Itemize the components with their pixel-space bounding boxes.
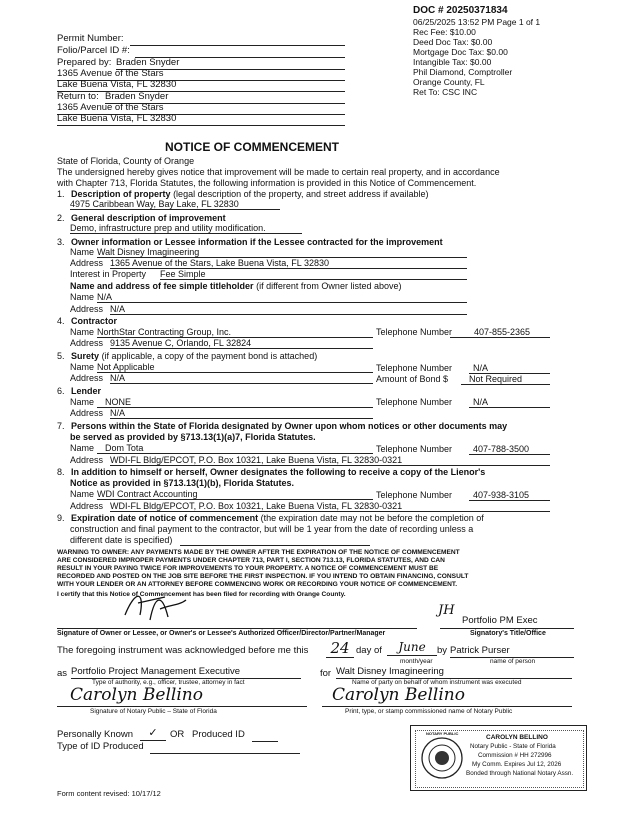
surety-address-label: Address [70,373,104,383]
item-5-title: Surety [71,351,100,361]
produced-id-label: Produced ID [192,729,245,740]
warning-line: RESULT IN YOUR PAYING TWICE FOR IMPROVEMENTS TO YOUR PROPERTY. A NOTICE OF COMMENCEMENT MUST BE [57,565,439,572]
certify-statement: I certify that this Notice of Commencement has been filed for recording with Orange County. [57,591,346,598]
notary-printed-name: Carolyn Bellino [332,685,465,705]
surety-name-label: Name [70,362,95,372]
folio-parcel-label: Folio/Parcel ID #: [57,45,130,56]
owner-name-label: Name [70,247,95,257]
lienor-copy-address-label: Address [70,501,104,511]
notary-seal [410,725,587,791]
contractor-address-label: Address [70,338,104,348]
lender-name-value[interactable]: NONE [97,397,373,408]
designee-telephone-value[interactable]: 407-788-3500 [469,444,550,455]
return-to-name: Braden Snyder [105,92,345,104]
owner-address-value[interactable]: 1365 Avenue of the Stars, Lake Buena Vista, FL 32830 [110,258,467,269]
authority-value[interactable]: Portfolio Project Management Executive [71,667,301,679]
item-number: 8. [57,467,65,477]
interest-value[interactable]: Fee Simple [160,269,467,280]
contractor-name-label: Name [70,327,95,337]
notary-signature: Carolyn Bellino [70,685,203,705]
return-to-address-2: Lake Buena Vista, FL 32830 [57,114,345,126]
owner-signature-image [120,585,190,625]
ack-by: by [437,645,448,656]
intro-line-1: The undersigned hereby gives notice that improvement will be made to certain real property, and in accordance [57,167,500,177]
lienor-copy-telephone-value[interactable]: 407-938-3105 [469,490,550,501]
notary-seal-inner [415,730,584,788]
item-7-title: Persons within the State of Florida designated by Owner upon whom notices or other documents may [71,421,508,431]
designee-name-value[interactable]: Dom Tota [97,443,373,454]
notary-seal-name: CAROLYN BELLINO [486,734,548,741]
recording-line: Intangible Tax: $0.00 [413,57,492,67]
recording-line: Mortgage Doc Tax: $0.00 [413,47,508,57]
intro-line-2: with Chapter 713, Florida Statutes, the following information is provided in this Notice of Commencement. [57,178,477,188]
notary-signature-caption: Signature of Notary Public – State of Florida [90,708,217,715]
recording-line: Phil Diamond, Comptroller [413,67,513,77]
page-title: NOTICE OF COMMENCEMENT [165,140,339,154]
warning-line: WARNING TO OWNER: ANY PAYMENTS MADE BY THE OWNER AFTER THE EXPIRATION OF THE NOTICE OF COMMENCEMENT [57,549,460,556]
item-3-heading [57,237,443,247]
type-of-id-field[interactable] [150,752,300,754]
fee-address-value[interactable]: N/A [110,304,467,315]
item-8-title-cont: Notice as provided in §713.13(1)(b), Florida Statutes. [70,478,295,488]
warning-line: ARE CONSIDERED IMPROPER PAYMENTS UNDER CHAPTER 713, PART I, SECTION 713.13, FLORIDA STATUTES, AND CAN [57,557,445,564]
fee-titleholder-title: Name and address of fee simple titleholder [70,281,254,291]
designee-name-label: Name [70,443,95,453]
notary-print-line [322,706,572,707]
acknowledgement-text: The foregoing instrument was acknowledged before me this [57,645,309,656]
bond-amount-label: Amount of Bond $ [376,374,449,384]
item-9-heading [57,513,484,523]
notary-seal-line: Notary Public - State of Florida [470,743,556,750]
contractor-telephone-label: Telephone Number [376,327,453,337]
item-6-heading [57,386,101,396]
lender-address-label: Address [70,408,104,418]
notary-signature-line [57,706,307,707]
item-6-title: Lender [71,386,102,396]
form-revision-footer: Form content revised: 10/17/12 [57,789,161,798]
notary-seal-line: My Comm. Expires Jul 12, 2026 [472,761,562,768]
item-2-title: General description of improvement [71,213,226,223]
item-number: 7. [57,421,65,431]
interest-label: Interest in Property [70,269,147,279]
designee-address-label: Address [70,455,104,465]
contractor-telephone-value[interactable]: 407-855-2365 [450,327,550,338]
permit-number-field[interactable] [130,44,345,46]
item-7-heading [57,421,507,431]
designee-address-value[interactable]: WDI-FL Bldg/EPCOT, P.O. Box 10321, Lake Buena Vista, FL 32830-0321 [110,455,550,466]
item-7-title-cont: be served as provided by §713.13(1)(a)7, Florida Statutes. [70,432,316,442]
item-8-title: In addition to himself or herself, Owner designates the following to receive a copy of the Lienor's [71,467,486,477]
item-number: 6. [57,386,65,396]
as-label: as [57,668,68,679]
owner-address-label: Address [70,258,104,268]
lender-address-value[interactable]: N/A [110,408,373,419]
item-5-instructions: (if applicable, a copy of the payment bond is attached) [101,351,318,361]
personally-known-check[interactable]: ✓ [140,727,166,741]
fee-address-label: Address [70,304,104,314]
recording-line: Deed Doc Tax: $0.00 [413,37,493,47]
notary-seal-emblem [420,736,464,780]
personally-known-label: Personally Known [57,729,134,740]
property-description-value[interactable]: 4975 Caribbean Way, Bay Lake, FL 32830 [70,199,280,210]
signatory-title-value[interactable]: Portfolio PM Exec [462,615,538,626]
notary-seal-line: Commission # HH 272996 [478,752,552,759]
or-label: OR [170,729,185,740]
designee-telephone-label: Telephone Number [376,444,453,454]
prepared-by-address-1: 1365 Avenue of the Stars [57,69,345,81]
ack-day-of: day of [356,645,382,656]
lender-name-label: Name [70,397,95,407]
improvement-description-value[interactable]: Demo, infrastructure prep and utility modification. [70,223,302,234]
notary-seal-ring-text: NOTARY PUBLIC [426,731,459,736]
return-to-address-1: 1365 Avenue of the Stars [57,103,345,115]
produced-id-field[interactable] [252,740,278,742]
warning-line: WITH YOUR LENDER OR AN ATTORNEY BEFORE COMMENCING WORK OR RECORDING YOUR NOTICE OF COMMENCEMENT. [57,581,458,588]
item-3-title: Owner information or Lessee information if the Lessee contracted for the improvement [71,237,443,247]
owner-signature-line [57,628,417,629]
owner-signature-caption: Signature of Owner or Lessee, or Owner's or Lessee's Authorized Officer/Director/Partner/Manager [57,630,386,637]
expiration-date-field[interactable] [180,544,370,546]
notary-seal-line: Bonded through National Notary Assn. [466,770,574,777]
lienor-copy-name-value[interactable]: WDI Contract Accounting [97,489,373,500]
surety-telephone-label: Telephone Number [376,363,453,373]
party-value[interactable]: Walt Disney Imagineering [336,667,572,679]
surety-name-value[interactable]: Not Applicable [97,362,373,373]
contractor-address-value[interactable]: 9135 Avenue C, Orlando, FL 32824 [110,338,373,349]
ack-day[interactable]: 24 [326,640,354,658]
lienor-copy-name-label: Name [70,489,95,499]
prepared-by-name: Braden Snyder [116,58,345,70]
item-9-line-3: different date is specified) [70,535,173,545]
item-number: 1. [57,189,65,199]
recording-doc-number: DOC # 20250371834 [413,5,508,16]
authority-caption: Type of authority, e.g., officer, trustee, attorney in fact [92,679,245,686]
state-county-line: State of Florida, County of Orange [57,156,195,166]
notary-print-caption: Print, type, or stamp commissioned name of Notary Public [345,708,513,715]
lender-telephone-label: Telephone Number [376,397,453,407]
signatory-title-caption: Signatory's Title/Office [470,630,546,637]
warning-line: RECORDED AND POSTED ON THE JOB SITE BEFORE THE FIRST INSPECTION. IF YOU INTEND TO OBTAIN FINANCING, CONSULT [57,573,469,580]
ack-month[interactable]: June [387,641,437,656]
fee-name-label: Name [70,292,95,302]
surety-telephone-value[interactable]: N/A [469,363,550,374]
item-9-instructions: (the expiration date may not be before the completion of [260,513,484,523]
item-4-title: Contractor [71,316,118,326]
item-1-heading [57,189,429,199]
item-1-instructions: (legal description of the property, and street address if available) [173,189,429,199]
fee-titleholder-heading [70,281,401,291]
for-label: for [320,668,332,679]
lienor-copy-address-value[interactable]: WDI-FL Bldg/EPCOT, P.O. Box 10321, Lake Buena Vista, FL 32830-0321 [110,501,550,512]
month-year-caption: month/year [400,658,433,665]
item-number: 3. [57,237,65,247]
party-caption: Name of party on behalf of whom instrument was executed [352,679,522,686]
item-number: 5. [57,351,65,361]
item-8-heading [57,467,485,477]
item-5-heading [57,351,317,361]
person-name-caption: name of person [490,658,536,665]
item-number: 9. [57,513,65,523]
fee-titleholder-instructions: (if different from Owner listed above) [256,281,402,291]
ack-person[interactable]: Patrick Purser [450,646,574,658]
item-4-heading [57,316,117,326]
signatory-title-line [440,628,574,629]
recording-line: Ret To: CSC INC [413,87,478,97]
surety-address-value[interactable]: N/A [110,373,373,384]
permit-number-label: Permit Number: [57,33,124,44]
contractor-name-value[interactable]: NorthStar Contracting Group, Inc. [97,327,373,338]
owner-initials: JH [438,603,455,618]
lienor-copy-telephone-label: Telephone Number [376,490,453,500]
item-9-line-2: construction and final payment to the contractor, but will be 1 year from the date of recording unless a [70,524,474,534]
bond-amount-value[interactable]: Not Required [461,374,550,385]
recording-line: Orange County, FL [413,77,485,87]
recording-line: Rec Fee: $10.00 [413,27,476,37]
owner-name-value[interactable]: Walt Disney Imagineering [97,247,467,258]
item-1-title: Description of property [71,189,171,199]
return-to-label: Return to: [57,91,99,102]
prepared-by-label: Prepared by: [57,57,112,68]
prepared-by-address-2: Lake Buena Vista, FL 32830 [57,80,345,92]
item-number: 2. [57,213,65,223]
item-number: 4. [57,316,65,326]
fee-name-value[interactable]: N/A [97,292,467,303]
recording-datetime: 06/25/2025 13:52 PM Page 1 of 1 [413,17,541,27]
item-2-heading [57,213,226,223]
type-of-id-label: Type of ID Produced [57,741,144,752]
lender-telephone-value[interactable]: N/A [469,397,550,408]
item-9-title: Expiration date of notice of commencement [71,513,259,523]
